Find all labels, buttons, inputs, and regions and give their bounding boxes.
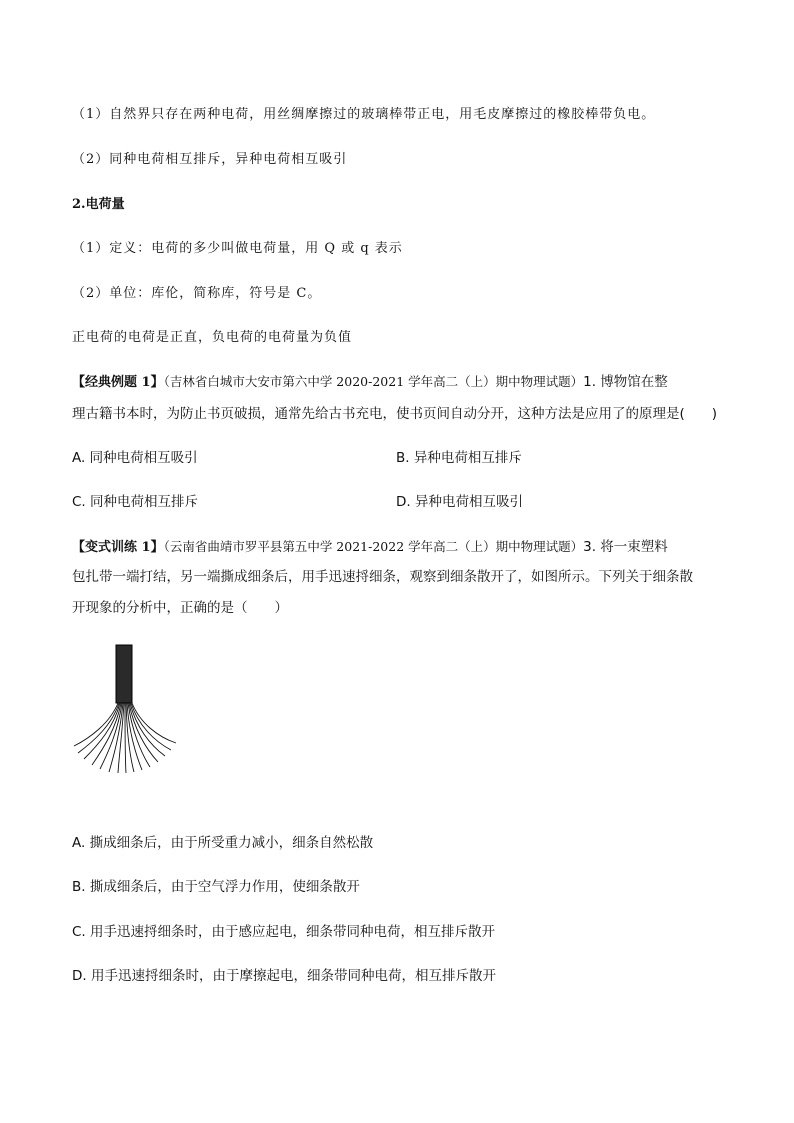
- example1-choice-c: C. 同种电荷相互排斥: [72, 494, 199, 510]
- exercise1-stem-line1: 3. 将一束塑料: [583, 539, 668, 555]
- section2-item1: （1）定义：电荷的多少叫做电荷量，用 Q 或 q 表示: [72, 241, 403, 256]
- section2-heading: 2.电荷量: [72, 197, 125, 212]
- example1-choice-b: B. 异种电荷相互排斥: [396, 450, 522, 466]
- exercise1-choice-a: A. 撕成细条后，由于所受重力减小，细条自然松散: [72, 835, 374, 851]
- section2-item2: （2）单位：库伦，简称库，符号是 C。: [72, 286, 322, 301]
- example1-choice-a: A. 同种电荷相互吸引: [72, 450, 198, 466]
- plastic-strips-figure: [70, 643, 190, 778]
- exercise1-tag: 【变式训练 1】: [72, 540, 164, 555]
- example1-stem-line1: 1. 博物馆在整: [583, 374, 668, 390]
- exercise1-source: （云南省曲靖市罗平县第五中学 2021-2022 学年高二（上）期中物理试题）: [163, 539, 584, 554]
- section1-item2: （2）同种电荷相互排斥，异种电荷相互吸引: [72, 152, 348, 167]
- exercise1-choice-d: D. 用手迅速捋细条时，由于摩擦起电，细条带同种电荷，相互排斥散开: [72, 968, 496, 984]
- exercise1-choice-b: B. 撕成细条后，由于空气浮力作用，使细条散开: [72, 879, 360, 895]
- exercise1-stem-line3: 开现象的分析中，正确的是（ ）: [72, 600, 288, 616]
- exercise1-header: [72, 535, 668, 555]
- example1-header: [72, 370, 668, 390]
- spread-strips: [74, 703, 176, 773]
- section2-note: 正电荷的电荷是正直，负电荷的电荷量为负值: [72, 330, 353, 345]
- knotted-handle: [116, 645, 132, 703]
- example1-stem-line2: 理古籍书本时，为防止书页破损，通常先给古书充电，使书页间自动分开，这种方法是应用了的原理是( ): [72, 406, 718, 422]
- section1-item1: （1）自然界只存在两种电荷，用丝绸摩擦过的玻璃棒带正电，用毛皮摩擦过的橡胶棒带负电。: [72, 107, 656, 122]
- example1-choice-d: D. 异种电荷相互吸引: [396, 494, 523, 510]
- example1-tag: 【经典例题 1】: [72, 375, 164, 390]
- example1-source: （吉林省白城市大安市第六中学 2020-2021 学年高二（上）期中物理试题）: [163, 374, 584, 389]
- exercise1-choice-c: C. 用手迅速捋细条时，由于感应起电，细条带同种电荷，相互排斥散开: [72, 924, 496, 940]
- exercise1-stem-line2: 包扎带一端打结，另一端撕成细条后，用手迅速捋细条，观察到细条散开了，如图所示。下列关于细条散: [72, 569, 693, 585]
